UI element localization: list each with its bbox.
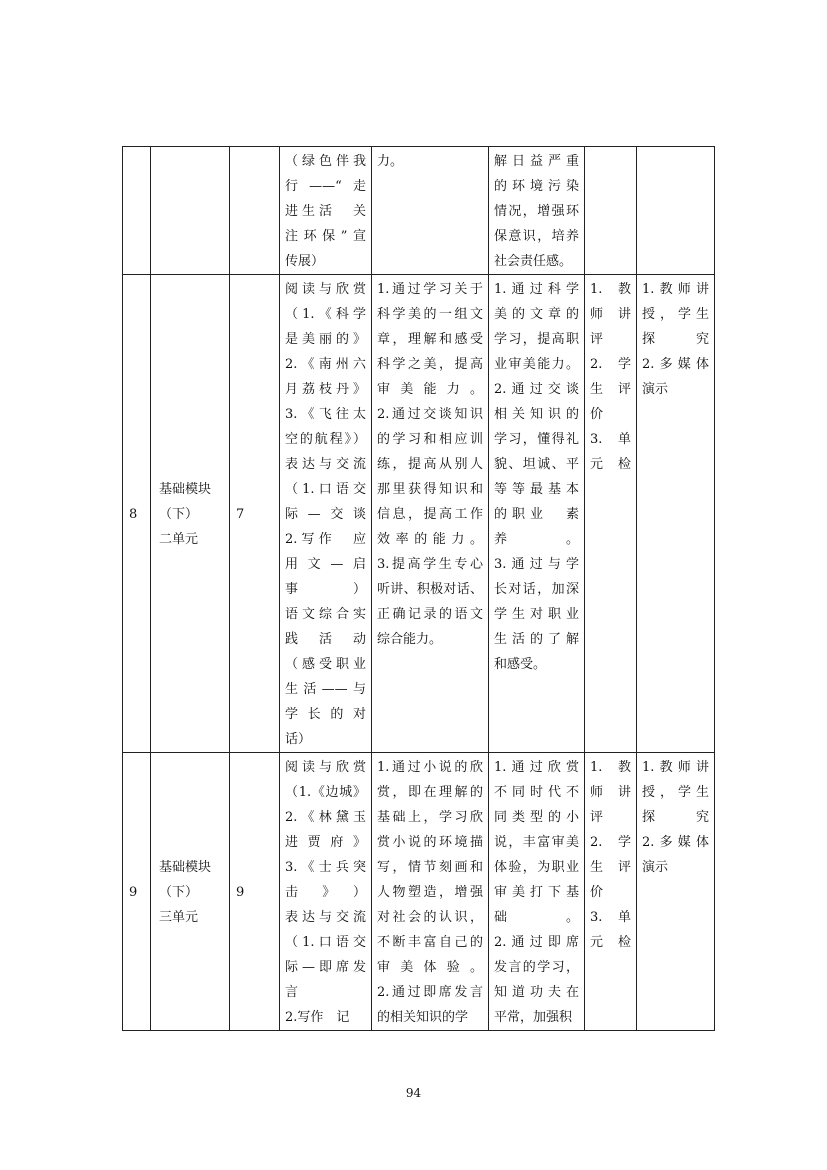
cell-line: 等等最基本	[494, 482, 579, 497]
cell-line: 赏，即在理解的	[377, 785, 483, 800]
cell-line: 价	[590, 885, 604, 900]
cell-line: 学习，提高职	[494, 332, 579, 347]
cell-line: 3.通过与学	[494, 557, 579, 572]
goals-cell	[372, 275, 489, 753]
content-cell	[280, 275, 372, 753]
lesson-number-cell	[123, 753, 151, 1031]
cell-line: 是美丽的》	[285, 332, 366, 347]
cell-line: 3.提高学生专心	[377, 557, 483, 572]
cell-line: 解日益严重	[494, 154, 579, 169]
cell-line: 2.学	[590, 835, 631, 850]
cell-line: 效率的能力。	[377, 532, 483, 547]
cell-line: 2.《林黛玉	[285, 810, 366, 825]
cell-line: 2.通过即席	[494, 935, 579, 950]
cell-line: 养。	[494, 532, 579, 547]
lesson-number-cell	[123, 147, 151, 275]
cell-line: 师讲	[590, 785, 631, 800]
cell-line: 那里获得知识和	[377, 482, 483, 497]
cell-line: 击》）	[285, 885, 366, 900]
goals-cell	[372, 147, 489, 275]
hours-cell	[230, 147, 280, 275]
cell-line: 听讲、积极对话、	[377, 582, 483, 597]
cell-line: 力。	[377, 154, 404, 169]
assessment-cell	[585, 147, 637, 275]
cell-line: 元检	[590, 935, 631, 950]
cell-line: 正确记录的语文	[377, 607, 483, 622]
cell-line: 演示	[642, 860, 669, 875]
cell-line: 生活的了解	[494, 632, 579, 647]
cell-line: 践活动	[285, 632, 366, 647]
cell-line: 1.通过学习关于	[377, 282, 483, 297]
cell-line: 二单元	[159, 532, 199, 547]
cell-line: 授，学生	[642, 785, 709, 800]
unit-cell	[151, 147, 230, 275]
assessment-cell	[585, 753, 637, 1031]
cell-line: 基础上，学习欣	[377, 810, 483, 825]
cell-line: 章，理解和感受	[377, 332, 483, 347]
cell-line: 发言的学习，	[494, 960, 579, 975]
curriculum-table	[122, 146, 715, 1031]
methods-cell	[637, 147, 715, 275]
cell-line: 3.《飞往太	[285, 407, 366, 422]
cell-line: 平常，加强积	[494, 1010, 573, 1025]
unit-cell	[151, 753, 230, 1031]
cell-line: （绿色伴我	[285, 154, 366, 169]
cell-line: 1.教师讲	[642, 760, 709, 775]
cell-line: 2.通过即席发言	[377, 985, 483, 1000]
cell-line: 3.单	[590, 910, 631, 925]
cell-line: 长对话，加深	[494, 582, 579, 597]
cell-line: （1.《边城》	[285, 785, 366, 800]
cell-line: 空的航程》）	[285, 432, 366, 447]
cell-line: 审美体验。	[377, 960, 483, 975]
cell-line: 1.通过小说的欣	[377, 760, 483, 775]
cell-line: 语文综合实	[285, 607, 366, 622]
cell-line: 生评	[590, 860, 631, 875]
cell-line: 不断丰富自己的	[377, 935, 483, 950]
cell-line: 注环保”宣	[285, 229, 366, 244]
cell-line: 评	[590, 332, 604, 347]
cell-line: （感受职业	[285, 657, 366, 672]
methods-cell	[637, 275, 715, 753]
cell-line: 2.写作 记	[285, 1010, 350, 1025]
cell-line: 学习，懂得礼	[494, 432, 579, 447]
cell-line: 2.通过交谈	[494, 382, 579, 397]
cell-line: （1.《科学	[285, 307, 366, 322]
cell-line: 社会责任感。	[494, 254, 573, 269]
cell-line: 言	[285, 985, 299, 1000]
cell-line: 2.学	[590, 357, 631, 372]
cell-text: 9	[236, 885, 245, 900]
cell-line: 不同时代不	[494, 785, 579, 800]
cell-line: 月荔枝丹》	[285, 382, 366, 397]
cell-line: 体验，为职业	[494, 860, 579, 875]
cell-line: 的职业 素	[494, 507, 579, 522]
cell-line: 1.通过欣赏	[494, 760, 579, 775]
hours-cell	[230, 753, 280, 1031]
goals-cell	[372, 753, 489, 1031]
quality-cell	[489, 753, 585, 1031]
cell-line: 用文—启	[285, 557, 366, 572]
cell-line: 基础模块	[159, 482, 212, 497]
cell-line: 探究	[642, 810, 709, 825]
cell-line: 美的文章的	[494, 307, 579, 322]
cell-line: 进贾府》	[285, 835, 366, 850]
cell-line: 貌、坦诚、平	[494, 457, 579, 472]
cell-line: 的相关知识的学	[377, 1010, 469, 1025]
cell-line: 探究	[642, 332, 709, 347]
cell-line: 的学习和相应训	[377, 432, 483, 447]
cell-line: 相关知识的	[494, 407, 579, 422]
hours-cell	[230, 275, 280, 753]
table-row	[123, 275, 715, 753]
cell-line: 三单元	[159, 910, 199, 925]
table-row	[123, 147, 715, 275]
cell-line: 1.通过科学	[494, 282, 579, 297]
content-cell	[280, 147, 372, 275]
cell-line: 表达与交流	[285, 910, 366, 925]
cell-line: 写，情节刻画和	[377, 860, 483, 875]
quality-cell	[489, 275, 585, 753]
cell-line: （下）	[159, 885, 199, 900]
cell-line: 1.教	[590, 282, 631, 297]
cell-line: 保意识，培养	[494, 229, 579, 244]
cell-line: 际—即席发	[285, 960, 366, 975]
cell-text: 9	[129, 885, 138, 900]
cell-line: 元检	[590, 457, 631, 472]
cell-line: 2.《南州六	[285, 357, 366, 372]
cell-line: 2.写作 应	[285, 532, 366, 547]
cell-line: （下）	[159, 507, 199, 522]
cell-line: 际—交谈	[285, 507, 366, 522]
cell-line: 话）	[285, 732, 312, 747]
cell-line: （1.口语交	[285, 935, 366, 950]
unit-cell	[151, 275, 230, 753]
cell-line: 师讲	[590, 307, 631, 322]
cell-line: 1.教师讲	[642, 282, 709, 297]
cell-line: 的环境污染	[494, 179, 579, 194]
cell-line: 2.通过交谈知识	[377, 407, 483, 422]
cell-line: 科学美的一组文	[377, 307, 483, 322]
cell-line: 学长的对	[285, 707, 366, 722]
cell-line: 授，学生	[642, 307, 709, 322]
cell-line: 阅读与欣赏	[285, 282, 366, 297]
content-cell	[280, 753, 372, 1031]
cell-line: 传展）	[285, 254, 325, 269]
methods-cell	[637, 753, 715, 1031]
cell-line: 对社会的认识，	[377, 910, 483, 925]
lesson-number-cell	[123, 275, 151, 753]
cell-line: 阅读与欣赏	[285, 760, 366, 775]
cell-line: 科学之美，提高	[377, 357, 483, 372]
cell-line: 综合能力。	[377, 632, 443, 647]
cell-text: 8	[129, 507, 138, 522]
cell-line: 练，提高从别人	[377, 457, 483, 472]
table-body	[123, 147, 715, 1031]
cell-line: 情况，增强环	[494, 204, 579, 219]
cell-line: 审美打下基	[494, 885, 579, 900]
cell-line: 础。	[494, 910, 579, 925]
cell-line: 说，丰富审美	[494, 835, 579, 850]
cell-line: 进生活 关	[285, 204, 366, 219]
cell-line: 知道功夫在	[494, 985, 579, 1000]
assessment-cell	[585, 275, 637, 753]
quality-cell	[489, 147, 585, 275]
cell-line: 2.多媒体	[642, 835, 709, 850]
cell-line: 表达与交流	[285, 457, 366, 472]
cell-line: 事）	[285, 582, 366, 597]
cell-line: 同类型的小	[494, 810, 579, 825]
cell-line: 演示	[642, 382, 669, 397]
cell-line: 信息，提高工作	[377, 507, 483, 522]
cell-text: 7	[236, 507, 245, 522]
cell-line: 1.教	[590, 760, 631, 775]
cell-line: 3.单	[590, 432, 631, 447]
page-number: 94	[405, 1086, 422, 1100]
cell-line: 行——“走	[285, 179, 366, 194]
table-row	[123, 753, 715, 1031]
cell-line: 审美能力。	[377, 382, 483, 397]
cell-line: 2.多媒体	[642, 357, 709, 372]
cell-line: 评	[590, 810, 604, 825]
cell-line: 价	[590, 407, 604, 422]
cell-line: （1.口语交	[285, 482, 366, 497]
cell-line: 业审美能力。	[494, 357, 579, 372]
cell-line: 3.《士兵突	[285, 860, 366, 875]
cell-line: 和感受。	[494, 657, 547, 672]
cell-line: 生活——与	[285, 682, 366, 697]
cell-line: 赏小说的环境描	[377, 835, 483, 850]
cell-line: 人物塑造，增强	[377, 885, 483, 900]
cell-line: 生评	[590, 382, 631, 397]
cell-line: 学生对职业	[494, 607, 579, 622]
cell-line: 基础模块	[159, 860, 212, 875]
